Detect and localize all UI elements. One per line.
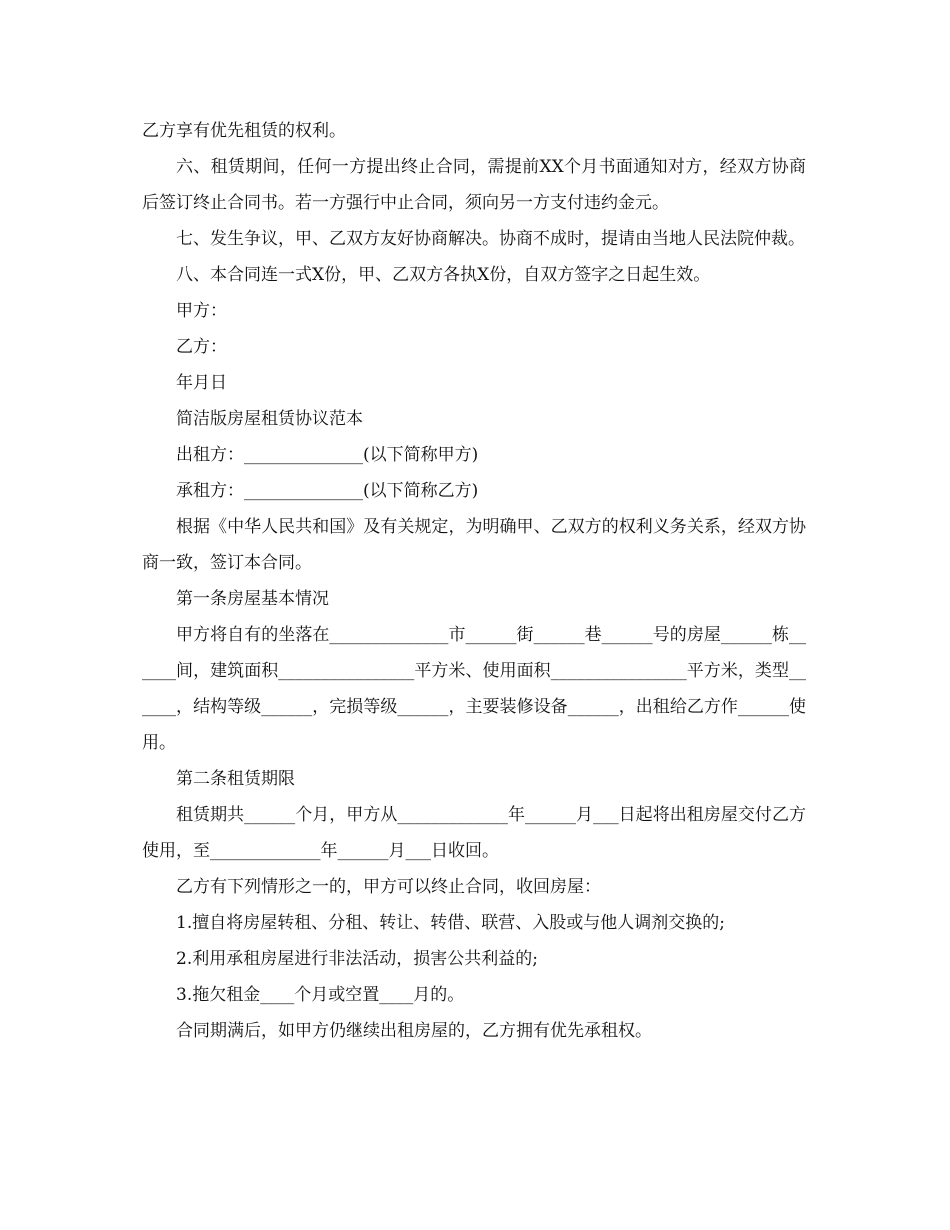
- paragraph-clause-seven: 七、发生争议，甲、乙双方友好协商解决。协商不成时，提请由当地人民法院仲裁。: [176, 229, 805, 249]
- article-one-body: 甲方将自有的坐落在______________市______街______巷______号的房屋______栋______间，建筑面积________________平方米、使用面积________________平方米，类型______，结构等级______，完损等级______，主要装修设备______，出租给乙方作______使用。: [142, 625, 806, 753]
- document-body: [142, 113, 806, 1049]
- article-one-heading: 第一条房屋基本情况: [176, 589, 329, 609]
- termination-condition-3: 3.拖欠租金____个月或空置____月的。: [176, 985, 465, 1005]
- termination-condition-1: 1.擅自将房屋转租、分租、转让、转借、联营、入股或与他人调剂交换的;: [176, 913, 725, 933]
- article-two-body: 租赁期共______个月，甲方从_____________年______月___日起将出租房屋交付乙方使用，至_____________年______月___日收回。: [142, 805, 806, 861]
- paragraph-priority-lease: 乙方享有优先租赁的权利。: [142, 121, 346, 141]
- article-two-heading: 第二条租赁期限: [176, 769, 295, 789]
- termination-conditions-intro: 乙方有下列情形之一的，甲方可以终止合同，收回房屋：: [176, 877, 601, 897]
- paragraph-clause-six: 六、租赁期间，任何一方提出终止合同，需提前XX个月书面通知对方，经双方协商后签订终止合同书。若一方强行中止合同，须向另一方支付违约金元。: [142, 157, 806, 213]
- signature-party-b: 乙方：: [176, 337, 227, 357]
- section-title: 简洁版房屋租赁协议范本: [176, 409, 363, 429]
- paragraph-renewal-priority: 合同期满后，如甲方仍继续出租房屋的，乙方拥有优先承租权。: [176, 1021, 652, 1041]
- termination-condition-2: 2.利用承租房屋进行非法活动，损害公共利益的;: [176, 949, 538, 969]
- signature-date: 年月日: [176, 373, 227, 393]
- signature-party-a: 甲方：: [176, 301, 227, 321]
- lessor-line: 出租方：______________(以下简称甲方): [176, 445, 479, 465]
- paragraph-clause-eight: 八、本合同连一式X份，甲、乙双方各执X份，自双方签字之日起生效。: [176, 265, 711, 285]
- lessee-line: 承租方：______________(以下简称乙方): [176, 481, 479, 501]
- paragraph-preamble: 根据《中华人民共和国》及有关规定，为明确甲、乙双方的权利义务关系，经双方协商一致，签订本合同。: [142, 517, 806, 573]
